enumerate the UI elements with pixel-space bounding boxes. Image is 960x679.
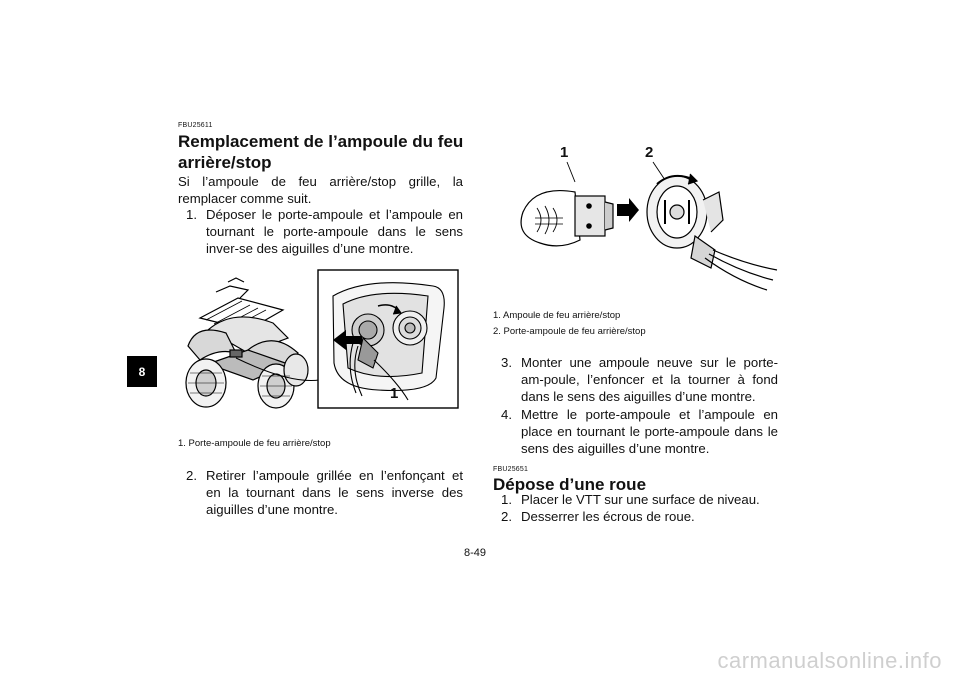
figure1-callout-1: 1 — [390, 385, 399, 402]
section2-title: Dépose d’une roue — [493, 475, 647, 494]
steps-list-d — [493, 491, 778, 525]
figure-bulb-holder — [505, 140, 790, 300]
figure2-callout-1: 1 — [560, 144, 569, 161]
steps-list-b — [178, 467, 463, 518]
section-title-line2: arrière/stop — [178, 153, 272, 172]
figure2-caption-1: 1. Ampoule de feu arrière/stop — [493, 310, 621, 321]
atv-illustration — [178, 268, 460, 410]
watermark: carmanualsonline.info — [717, 648, 942, 673]
list-item: 2. Desserrer les écrous de roue. — [501, 509, 695, 524]
section-title — [178, 131, 478, 173]
page-number: 8-49 — [464, 547, 487, 559]
chapter-tab: 8 — [127, 356, 157, 387]
list-item: 3. Monter une ampoule neuve sur le porte-am-poule, l’enfoncer et la tourner à fond dans le sens des aiguilles d’une montre. — [501, 355, 778, 404]
section2-code: FBU25651 — [493, 466, 529, 473]
steps-list-a — [178, 206, 463, 257]
figure2-caption-2: 2. Porte-ampoule de feu arrière/stop — [493, 326, 646, 337]
bulb-holder-illustration — [505, 140, 790, 300]
list-item: 4. Mettre le porte-ampoule et l’ampoule en place en tournant le porte-ampoule dans le sens des aiguilles d’une montre. — [501, 407, 778, 456]
steps-list-c — [493, 354, 778, 457]
list-item: 1. Placer le VTT sur une surface de niveau. — [501, 492, 760, 507]
figure1-caption: 1. Porte-ampoule de feu arrière/stop — [178, 438, 331, 449]
figure2-callout-2: 2 — [645, 144, 654, 161]
list-item: 2. Retirer l’ampoule grillée en l’enfonçant et en la tournant dans le sens inverse des aiguilles d’une montre. — [186, 468, 463, 517]
list-item: 1. Déposer le porte-ampoule et l’ampoule en tournant le porte-ampoule dans le sens inver-se des aiguilles d’une montre. — [186, 207, 463, 256]
figure-atv-taillight — [178, 268, 460, 410]
section-title-line1: Remplacement de l’ampoule du feu — [178, 132, 464, 151]
section-code: FBU25611 — [178, 122, 213, 129]
intro-paragraph: Si l’ampoule de feu arrière/stop grille, la remplacer comme suit. — [178, 174, 463, 206]
